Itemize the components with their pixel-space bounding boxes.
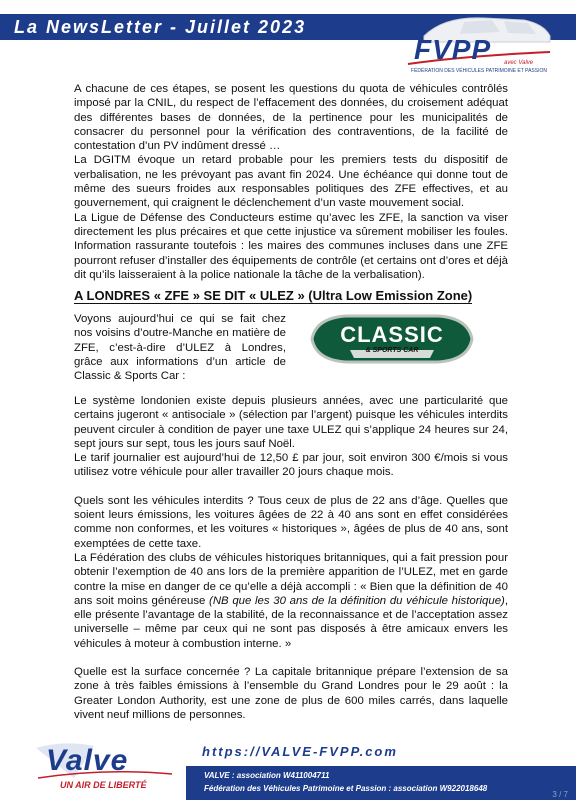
fvpp-subtitle: FÉDÉRATION DES VÉHICULES PATRIMOINE ET PASSION [411, 68, 547, 74]
page-number: 3 / 7 [552, 790, 568, 799]
valve-logo-word: Valve [46, 744, 129, 777]
section-ulez-text [74, 394, 508, 722]
paragraph: La Ligue de Défense des Conducteurs estime qu’avec les ZFE, la sanction va viser directement les plus précaires et que cette injustice va sûrement mobiliser les foules. Information rassurante toutefois : les maires des communes incluses dans une ZFE pourront refuser d’installer des équipements de contrôle (et certains ont d’ores et déjà dit qu’ils laisseraient à la police nationale la tâche de la verbalisation). [74, 211, 508, 281]
quote-text: La Fédération des clubs de véhicules historiques britanniques, qui a fait pression pour obtenir l’exemption de 40 ans lors de la première apparition de l’ULEZ, met en garde contre la mise en danger de ce qu’elle a déjà accompli : « Bien que la définition de 40 ans soit moins généreuse [74, 551, 508, 607]
valve-logo [34, 738, 174, 794]
paragraph: Quelle est la surface concernée ? La capitale britannique prépare l’extension de sa zone à très faibles émissions à l’ensemble du Grand Londres pour le 29 août : la Greater London Authority, est une zone de plus de 600 miles carrés, dans laquelle vivent neuf millions de personnes. [74, 666, 508, 721]
website-link[interactable]: https://VALVE-FVPP.com [202, 744, 398, 759]
footer-association-valve: VALVE : association W411004711 [204, 771, 330, 780]
footer-association-fvpp: Fédération des Véhicules Patrimoine et Passion : association W922018648 [204, 784, 488, 793]
intro-paragraph: Voyons aujourd’hui ce qui se fait chez nos voisins d’outre-Manche en matière de ZFE, c’est-à-dire d’ULEZ à Londres, grâce aux informations d’un article de Classic & Sports Car : [74, 313, 286, 383]
paragraph: A chacune de ces étapes, se posent les questions du quota de véhicules contrôlés imposé par la CNIL, du respect de l’effacement des données, du croisement adéquat des différentes bases de données, de la pertinence pour les municipalités de consacrer du personnel pour la vérification des contraventions, de la facilité de contestation d’un PV indûment dressé … [74, 83, 508, 153]
valve-logo-tag: UN AIR DE LIBERTÉ [60, 780, 147, 790]
quote-note: (NB que les 30 ans de la définition du véhicule historique) [209, 594, 505, 607]
section-heading: A LONDRES « ZFE » SE DIT « ULEZ » (Ultra Low Emission Zone) [74, 288, 473, 303]
fvpp-brand: FVPP [414, 34, 492, 65]
paragraph: Quels sont les véhicules interdits ? Tous ceux de plus de 22 ans d’âge. Quelles que soient leurs émissions, les voitures âgées de 22 à 40 ans sont en effet considérées comme non conformes, et les voitures « historiques », âgées de plus de 40 ans, sont exemptées de cette taxe. [74, 494, 508, 550]
classic-logo-word: CLASSIC [340, 322, 444, 347]
footer-band [186, 766, 576, 800]
newsletter-title: La NewsLetter - Juillet 2023 [14, 17, 307, 37]
paragraph: La DGITM évoque un retard probable pour les premiers tests du dispositif de verbalisation, ne les prévoyant pas avant fin 2024. Une échéance qui donne tout de même des sueurs froides aux responsables politiques des ZFE effectives, et au gouvernement, qui craignent le déclenchement d’un vaste mouvement social. [74, 154, 508, 210]
paragraph: Le tarif journalier est aujourd’hui de 12,50 £ par jour, soit environ 300 €/mois si vous utilisez votre véhicule pour aller travailler 20 jours chaque mois. [74, 452, 508, 479]
fvpp-tag: avec Valve [504, 60, 534, 66]
classic-sports-car-logo [306, 312, 478, 366]
paragraph [74, 551, 508, 651]
classic-logo-sub: & SPORTS CAR [365, 347, 419, 354]
quote-text-end: , elle présente l’avantage de la stabilité, de la reconnaissance et de l’acceptation assez universelle – même par ceux qui ne sont pas disposés à être amicaux envers les véhicules à moteur à combustion interne. » [74, 594, 508, 650]
fvpp-logo [404, 8, 554, 78]
paragraph: Le système londonien existe depuis plusieurs années, avec une particularité que certains jugeront « antisociale » (sélection par l’argent) puisque les véhicules interdits peuvent circuler à condition de payer une taxe ULEZ qui s’applique 24 heures sur 24, sept jours sur sept, tous les jours sauf Noël. [74, 395, 508, 450]
section-zfe-text [74, 82, 508, 282]
